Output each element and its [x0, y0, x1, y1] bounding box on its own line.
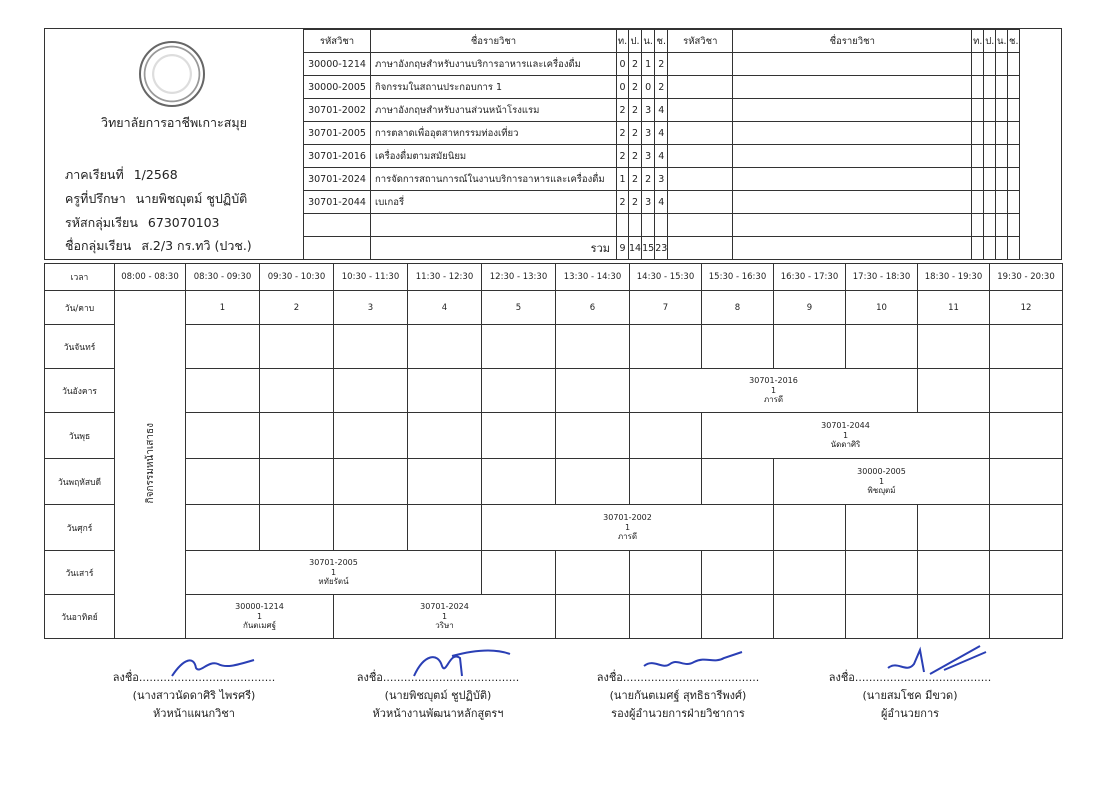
course-p: 2 — [629, 168, 642, 191]
class-slot[interactable] — [774, 459, 990, 505]
period-number: 9 — [774, 291, 846, 325]
course-t: 2 — [617, 99, 629, 122]
signature-block-4 — [800, 668, 1020, 722]
course-t: 2 — [617, 191, 629, 214]
course-code: 30701-2016 — [304, 145, 371, 168]
class-slot[interactable] — [186, 595, 334, 639]
period-number: 7 — [630, 291, 702, 325]
advisor-row — [65, 189, 247, 209]
slot-teacher: วริษา — [435, 621, 454, 631]
signer-name: (นายพิชญุตม์ ชูปฏิบัติ) — [384, 689, 492, 702]
day-label: วันอังคาร — [45, 369, 115, 413]
col-n: น. — [642, 30, 655, 53]
timetable — [44, 263, 1063, 639]
slot-code: 30701-2005 — [309, 558, 358, 568]
semester-row — [65, 165, 178, 185]
period-number: 1 — [186, 291, 260, 325]
course-c: 2 — [655, 76, 668, 99]
slot-count: 1 — [256, 611, 263, 621]
period-number: 10 — [846, 291, 918, 325]
sign-prefix: ลงชื่อ — [356, 671, 383, 684]
slot-teacher: นัดดาศิริ — [830, 440, 861, 450]
col-code: รหัสวิชา — [304, 30, 371, 53]
class-slot[interactable] — [186, 551, 482, 595]
sign-line: ลงชื่อ....................................... — [596, 671, 760, 684]
signature-mark-icon — [638, 650, 748, 680]
course-code: 30000-2005 — [304, 76, 371, 99]
group-name-label: ชื่อกลุ่มเรียน — [65, 238, 132, 253]
time-slot: 08:30 - 09:30 — [186, 264, 260, 291]
period-label: วัน/คาบ — [45, 291, 115, 325]
slot-count: 1 — [770, 385, 777, 395]
time-slot: 12:30 - 13:30 — [482, 264, 556, 291]
col-t-2: ท. — [972, 30, 984, 53]
signer-name: (นางสาวนัดดาศิริ ไพรศรี) — [132, 689, 256, 702]
period-number: 6 — [556, 291, 630, 325]
slot-teacher: หทัยรัตน์ — [318, 577, 349, 587]
sign-prefix: ลงชื่อ — [112, 671, 139, 684]
group-code-row — [65, 213, 220, 233]
course-code: 30000-1214 — [304, 53, 371, 76]
course-c: 2 — [655, 53, 668, 76]
course-header-row — [304, 30, 1020, 53]
total-t: 9 — [617, 237, 629, 260]
sign-prefix: ลงชื่อ — [828, 671, 855, 684]
time-slot: 08:00 - 08:30 — [115, 264, 186, 291]
signer-position: รองผู้อำนวยการฝ่ายวิชาการ — [611, 707, 745, 720]
day-label: วันอาทิตย์ — [45, 595, 115, 639]
course-c: 4 — [655, 145, 668, 168]
slot-code: 30701-2002 — [603, 513, 652, 523]
time-slot: 16:30 - 17:30 — [774, 264, 846, 291]
slot-code: 30000-2005 — [857, 467, 906, 477]
course-code: 30701-2024 — [304, 168, 371, 191]
course-row — [304, 99, 1020, 122]
course-total-row — [304, 237, 1020, 260]
signer-name: (นายกันตเมศฐ์ สุทธิธารีพงศ์) — [609, 689, 747, 702]
col-p: ป. — [629, 30, 642, 53]
slot-teacher: กันตเมศฐ์ — [242, 621, 276, 631]
course-table — [303, 29, 1020, 260]
group-name-value: ส.2/3 กร.ทวิ (ปวช.) — [141, 238, 252, 253]
time-slot: 17:30 - 18:30 — [846, 264, 918, 291]
signer-position: ผู้อำนวยการ — [880, 707, 940, 720]
course-t: 2 — [617, 122, 629, 145]
course-c: 3 — [655, 168, 668, 191]
signature-mark-icon — [164, 654, 264, 682]
col-name-2: ชื่อรายวิชา — [733, 30, 972, 53]
course-name: เบเกอรี่ — [371, 191, 617, 214]
course-p: 2 — [629, 191, 642, 214]
semester-value: 1/2568 — [133, 167, 178, 182]
day-label: วันศุกร์ — [45, 505, 115, 551]
slot-code: 30701-2016 — [749, 376, 798, 386]
signer-position: หัวหน้างานพัฒนาหลักสูตรฯ — [372, 707, 504, 720]
sign-prefix: ลงชื่อ — [596, 671, 623, 684]
class-slot[interactable] — [334, 595, 556, 639]
total-label: รวม — [371, 237, 617, 260]
course-c: 4 — [655, 191, 668, 214]
day-label: วันจันทร์ — [45, 325, 115, 369]
time-slot: 11:30 - 12:30 — [408, 264, 482, 291]
course-row — [304, 191, 1020, 214]
col-c-2: ช. — [1008, 30, 1020, 53]
time-slot: 09:30 - 10:30 — [260, 264, 334, 291]
slot-teacher: พิชญุตม์ — [867, 486, 896, 496]
homeroom-cell — [115, 291, 186, 639]
day-row-sat — [45, 551, 1063, 595]
time-row — [45, 264, 1063, 291]
time-slot: 13:30 - 14:30 — [556, 264, 630, 291]
period-number: 5 — [482, 291, 556, 325]
time-slot: 15:30 - 16:30 — [702, 264, 774, 291]
col-p-2: ป. — [984, 30, 996, 53]
group-code-value: 673070103 — [147, 215, 220, 230]
period-number: 3 — [334, 291, 408, 325]
class-slot[interactable] — [702, 413, 990, 459]
course-name: กิจกรรมในสถานประกอบการ 1 — [371, 76, 617, 99]
signature-mark-icon — [880, 644, 990, 680]
col-code-2: รหัสวิชา — [668, 30, 733, 53]
course-row — [304, 168, 1020, 191]
course-p: 2 — [629, 145, 642, 168]
time-slot: 18:30 - 19:30 — [918, 264, 990, 291]
course-row — [304, 76, 1020, 99]
homeroom-text: กิจกรรมหน้าเสาธง — [144, 422, 156, 504]
school-name: วิทยาลัยการอาชีพเกาะสมุย — [101, 115, 247, 130]
sign-line: ลงชื่อ....................................... — [828, 671, 992, 684]
course-p: 2 — [629, 76, 642, 99]
day-row-wed — [45, 413, 1063, 459]
total-c: 23 — [655, 237, 668, 260]
course-code: 30701-2002 — [304, 99, 371, 122]
school-seal-icon — [139, 41, 205, 107]
total-n: 15 — [642, 237, 655, 260]
day-row-thu — [45, 459, 1063, 505]
course-n: 2 — [642, 168, 655, 191]
course-row — [304, 145, 1020, 168]
course-c: 4 — [655, 99, 668, 122]
day-label: วันพุธ — [45, 413, 115, 459]
course-code: 30701-2005 — [304, 122, 371, 145]
group-code-label: รหัสกลุ่มเรียน — [65, 215, 138, 230]
time-slot: 19:30 - 20:30 — [990, 264, 1063, 291]
course-name: การตลาดเพื่ออุตสาหกรรมท่องเที่ยว — [371, 122, 617, 145]
period-number: 2 — [260, 291, 334, 325]
col-n-2: น. — [996, 30, 1008, 53]
course-n: 3 — [642, 191, 655, 214]
course-name: การจัดการสถานการณ์ในงานบริการอาหารและเครื่องดื่ม — [371, 168, 617, 191]
course-p: 2 — [629, 99, 642, 122]
slot-code: 30701-2044 — [821, 421, 870, 431]
slot-count: 1 — [330, 567, 337, 577]
course-n: 0 — [642, 76, 655, 99]
period-row — [45, 291, 1063, 325]
school-info-panel — [45, 29, 304, 259]
advisor-label: ครูที่ปรึกษา — [65, 191, 126, 206]
period-number: 11 — [918, 291, 990, 325]
class-slot[interactable] — [482, 505, 774, 551]
course-t: 2 — [617, 145, 629, 168]
course-code: 30701-2044 — [304, 191, 371, 214]
slot-teacher: ภารดี — [763, 395, 784, 405]
signer-position: หัวหน้าแผนกวิชา — [153, 707, 235, 720]
time-slot: 10:30 - 11:30 — [334, 264, 408, 291]
day-label: วันเสาร์ — [45, 551, 115, 595]
group-name-row — [65, 236, 252, 256]
course-row-empty — [304, 214, 1020, 237]
course-n: 3 — [642, 122, 655, 145]
advisor-value: นายพิชญุตม์ ชูปฏิบัติ — [135, 191, 248, 206]
day-row-tue — [45, 369, 1063, 413]
course-name: ภาษาอังกฤษสำหรับงานบริการอาหารและเครื่องดื่ม — [371, 53, 617, 76]
slot-count: 1 — [624, 522, 631, 532]
col-c: ช. — [655, 30, 668, 53]
course-row — [304, 53, 1020, 76]
signer-name: (นายสมโชค มีขวด) — [862, 689, 958, 702]
course-p: 2 — [629, 53, 642, 76]
sign-line: ลงชื่อ....................................... — [356, 671, 520, 684]
slot-teacher: ภารดี — [617, 532, 638, 542]
day-row-sun — [45, 595, 1063, 639]
course-t: 0 — [617, 53, 629, 76]
slot-code: 30701-2024 — [420, 602, 469, 612]
schedule-header — [44, 28, 1062, 260]
course-n: 3 — [642, 145, 655, 168]
time-label: เวลา — [45, 264, 115, 291]
period-number: 12 — [990, 291, 1063, 325]
slot-count: 1 — [878, 476, 885, 486]
period-number: 8 — [702, 291, 774, 325]
sign-line: ลงชื่อ....................................... — [112, 671, 276, 684]
slot-code: 30000-1214 — [235, 602, 284, 612]
course-n: 3 — [642, 99, 655, 122]
course-t: 0 — [617, 76, 629, 99]
col-name: ชื่อรายวิชา — [371, 30, 617, 53]
signature-block-3 — [568, 668, 788, 722]
signature-mark-icon — [404, 646, 514, 682]
course-n: 1 — [642, 53, 655, 76]
course-row — [304, 122, 1020, 145]
total-p: 14 — [629, 237, 642, 260]
slot-count: 1 — [441, 611, 448, 621]
signature-block-2 — [328, 668, 548, 722]
signature-block-1 — [84, 668, 304, 722]
day-row-fri — [45, 505, 1063, 551]
col-t: ท. — [617, 30, 629, 53]
class-slot[interactable] — [630, 369, 918, 413]
day-label: วันพฤหัสบดี — [45, 459, 115, 505]
time-slot: 14:30 - 15:30 — [630, 264, 702, 291]
slot-count: 1 — [842, 430, 849, 440]
course-name: ภาษาอังกฤษสำหรับงานส่วนหน้าโรงแรม — [371, 99, 617, 122]
day-row-mon — [45, 325, 1063, 369]
course-p: 2 — [629, 122, 642, 145]
course-name: เครื่องดื่มตามสมัยนิยม — [371, 145, 617, 168]
semester-label: ภาคเรียนที่ — [65, 167, 124, 182]
period-number: 4 — [408, 291, 482, 325]
course-c: 4 — [655, 122, 668, 145]
course-t: 1 — [617, 168, 629, 191]
